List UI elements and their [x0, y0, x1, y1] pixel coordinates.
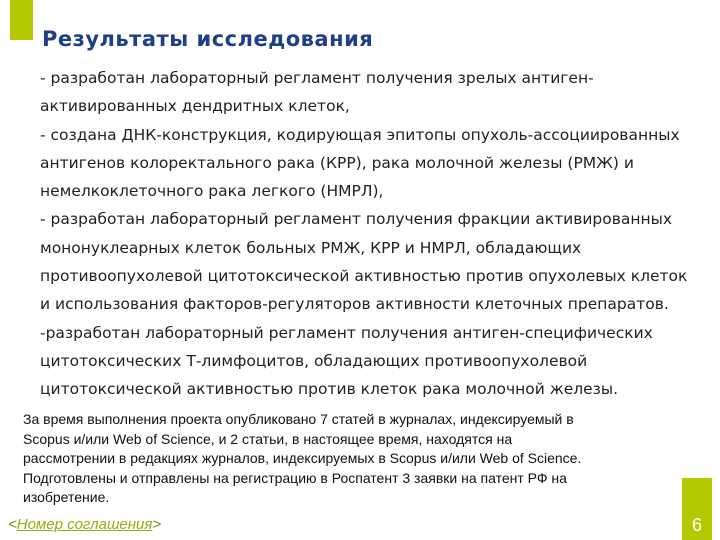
- body-line: цитотоксических Т-лимфоцитов, обладающих противоопухолевой: [40, 351, 588, 370]
- body-line: и использования факторов-регуляторов активности клеточных препаратов.: [40, 295, 669, 314]
- body-line: немелкоклеточного рака легкого (НМРЛ),: [40, 182, 384, 201]
- note-line: Scopus и/или Web of Science, и 2 статьи, в настоящее время, находятся на: [23, 430, 513, 447]
- note-line: изобретение.: [23, 489, 110, 505]
- note-line: Подготовлены и отправлены на регистрацию в Роспатент 3 заявки на патент РФ на: [23, 469, 567, 486]
- note-line: За время выполнения проекта опубликовано 7 статей в журналах, индексируемый в: [23, 411, 574, 427]
- body-line: - создана ДНК-конструкция, кодирующая эпитопы опухоль-ассоциированных: [40, 125, 680, 144]
- body-line: мононуклеарных клеток больных РМЖ, КРР и НМРЛ, обладающих: [40, 238, 582, 257]
- footer-close: >: [152, 516, 162, 533]
- body-line: активированных дендритных клеток,: [40, 97, 350, 116]
- note-line: рассмотрении в редакциях журналов, индексируемых в Scopus и/или Web of Science.: [23, 450, 582, 466]
- body-line: - разработан лабораторный регламент получения зрелых антиген-: [40, 69, 594, 87]
- footer: [8, 516, 161, 533]
- body-line: антигенов колоректального рака (КРР), рака молочной железы (РМЖ) и: [40, 153, 634, 172]
- body-line: - разработан лабораторный регламент получения фракции активированных: [40, 210, 673, 229]
- page-number-box: [682, 478, 712, 540]
- body-line: цитотоксической активностью против клеток рака молочной железы.: [40, 380, 619, 399]
- body-line: -разработан лабораторный регламент получения антиген-специфических: [40, 323, 653, 342]
- page-number: 6: [691, 515, 702, 535]
- results-list: [40, 64, 710, 404]
- body-line: противоопухолевой цитотоксической активностью против опухолевых клеток: [40, 267, 688, 286]
- accent-bar: [10, 0, 33, 40]
- agreement-number-link[interactable]: Номер соглашения: [16, 516, 153, 533]
- publications-note: [23, 410, 683, 508]
- footer-open: <: [8, 516, 17, 533]
- slide-title: Результаты исследования: [42, 27, 374, 51]
